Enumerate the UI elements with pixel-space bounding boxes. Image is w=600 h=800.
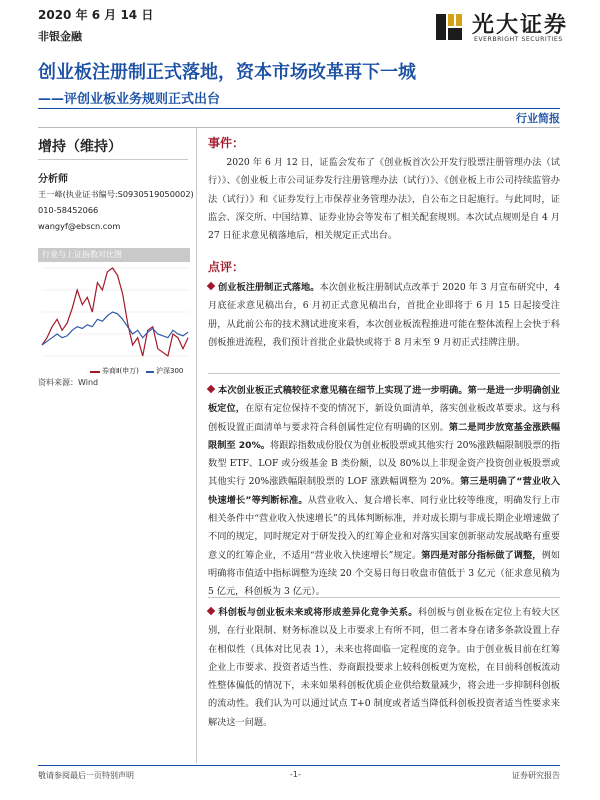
section-divider: [38, 127, 560, 128]
legend-swatch-hs300: [146, 369, 154, 375]
logo-mark-icon: [432, 10, 466, 44]
analyst-name: 王一峰(执业证书编号:S0930519050002): [38, 189, 194, 199]
paragraph-2-g: 例如明确将市值适中指标调整为连续 20 个交易日每日收盘市值低于 3 亿元（征求意见稿为 5 亿元，科创板为 3 亿元）。: [208, 549, 561, 598]
sector-label: 非银金融: [38, 30, 82, 43]
chart-title: 行业与上证指数对比图: [38, 248, 190, 262]
report-date: 2020 年 6 月 14 日: [38, 8, 154, 22]
paragraph-2-f: 第四是对部分指标做了调整，: [421, 549, 542, 561]
paragraph-2-c: 将跟踪指数成份股仅为创业板股票或其他实行 20%涨跌幅限制股票的指数型 ETF、LOF 或分级基金 B 类份额，以及 80%以上非现金资产投资创业板股票或其他实行 20%涨跌幅限制股票的 LOF 涨跌幅调整为 20%。: [208, 439, 560, 488]
report-type: 行业简报: [516, 112, 560, 125]
paragraph-1: [208, 279, 560, 352]
paragraph-2-d: 第三是明确了“营业收入快速增长”等判断标准。: [208, 476, 561, 506]
bullet-icon: [207, 607, 215, 615]
page-title: 创业板注册制正式落地，资本市场改革再下一城: [38, 62, 416, 83]
paragraph-divider: [208, 597, 560, 598]
chart-source: 资料来源：Wind: [38, 378, 99, 387]
paragraph-2-b: 第二是同步放宽基金涨跌幅限制至 20%。: [208, 421, 561, 451]
analyst-email[interactable]: wangyf@ebscn.com: [38, 221, 121, 231]
legend-swatch-broker: [90, 369, 100, 375]
footer-divider: [38, 765, 560, 766]
paragraph-1-lead: 创业板注册制正式落地。: [218, 282, 320, 293]
paragraph-2-e: 从营业收入、复合增长率、同行业比较等维度，明确发行上市相关条件中“营业收入快速增长”的具体判断标准，并对成长期与非成长期企业增速做了不同的规定，同时规定对于研发投入的红筹企业和对落实国家创新驱动发展战略有重要意义的红筹企业，不适用“营业收入快速增长”规定。: [208, 494, 560, 561]
everbright-logo: [432, 8, 572, 50]
logo-text-en: EVERBRIGHT SECURITIES: [474, 36, 563, 43]
analyst-phone: 010-58452066: [38, 205, 99, 215]
paragraph-1-text: 本次创业板注册制试点改革于 2020 年 3 月宣布研究中，4 月底征求意见稿出台，6 月初正式意见稿出台，首批企业即将于 6 月 15 日起接受注册，从此前公布的技术测试进度来看，本次创业板流程推进可能在整体流程上会快于科创板推进流程，我们预计首批企业最快或将于 8 月末至 9 月初正式挂牌注册。: [208, 282, 560, 348]
rating-divider: [38, 159, 188, 160]
footer-disclaimer[interactable]: 敬请参阅最后一页特别声明: [38, 771, 134, 780]
event-heading: 事件：: [208, 136, 245, 150]
comment-heading: 点评：: [208, 260, 245, 274]
footer-report-label: 证券研究报告: [512, 771, 560, 780]
paragraph-2-lead: 本次创业板正式稿较征求意见稿在细节上实现了进一步明确。第一是进一步明确创业板定位，: [208, 385, 560, 415]
legend-hs300: 沪深300: [156, 367, 184, 375]
bullet-icon: [207, 282, 215, 290]
logo-text-cn: 光大证券: [472, 12, 569, 38]
rating: 增持（维持）: [38, 139, 122, 155]
paragraph-3-lead: 科创板与创业板未来或将形成差异化竞争关系。: [218, 607, 418, 618]
paragraph-divider: [208, 373, 560, 374]
paragraph-2-a: 在原有定位保持不变的情况下，新设负面清单，落实创业板改革要求。这与科创板设置正面清单与要求符合科创属性定位有明确的区别。: [208, 403, 561, 433]
event-paragraph: 2020 年 6 月 12 日，证监会发布了《创业板首次公开发行股票注册管理办法（试行）》、《创业板上市公司证券发行注册管理办法（试行）》、《创业板上市公司持续监管办法（试行）》和《证券发行上市保荐业务管理办法》，自公布之日起施行。与此同时，证监会、深交所、中国结算、证券业协会等发布了相关配套规则。本次试点规则是自 4 月 27 日征求意见稿落地后，相关规定正式出台。: [208, 157, 560, 242]
paragraph-3-text: 科创板与创业板在定位上有较大区别，在行业限制、财务标准以及上市要求上有所不同，但二者本身在诸多条款设置上存在相似性（具体对比见表 1），未来也将面临一定程度的竞争。由于创业板目前在红筹企业上市要求、投资者适当性、券商跟投要求上较科创板更为宽松，在目前科创板流动性整体偏低的情况下，未来如果科创板优质企业供给数量减少，将会进一步抑制科创板的流动性。我们认为可以通过试点 T+0 制度或者适当降低科创板投资者适当性要求来解决这一问题。: [208, 607, 560, 728]
analyst-heading: 分析师: [38, 174, 68, 185]
header-divider: [38, 108, 560, 109]
legend-broker: 券商Ⅱ(申万): [102, 367, 139, 375]
comparison-chart: [38, 248, 190, 384]
chart-plot: [38, 264, 190, 374]
bullet-icon: [207, 385, 215, 393]
paragraph-3: [208, 604, 560, 732]
page-number: -1-: [290, 770, 301, 779]
paragraph-2: [208, 382, 560, 602]
page-subtitle: ——评创业板业务规则正式出台: [38, 92, 221, 107]
column-divider: [196, 128, 197, 763]
